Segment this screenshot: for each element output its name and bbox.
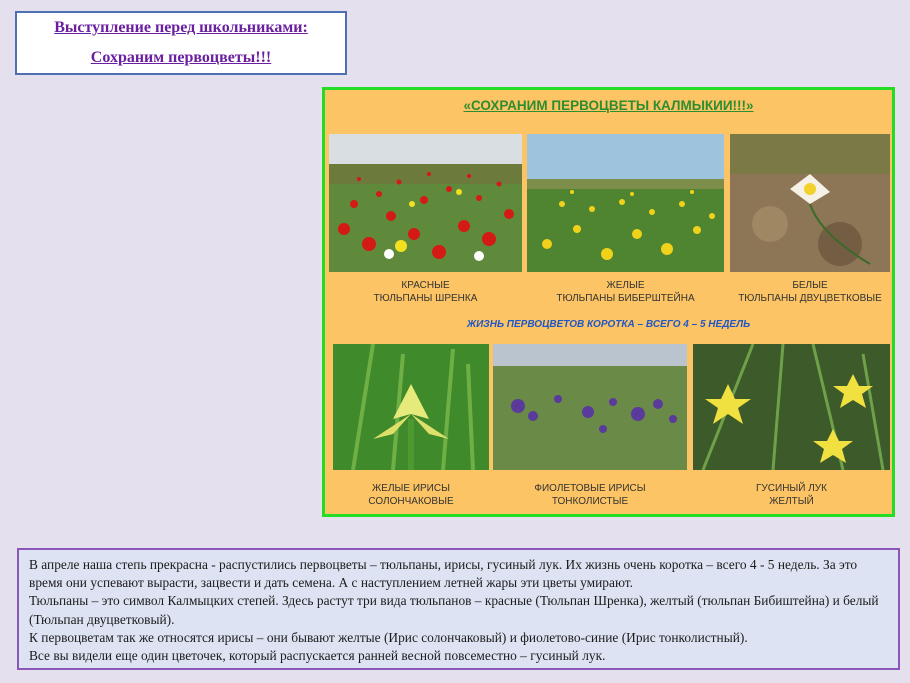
caption-yellow-irises-line-1: ЖЕЛЫЕ ИРИСЫ: [372, 483, 450, 494]
description-paragraph: Тюльпаны – это символ Калмыцких степей. Здесь растут три вида тюльпанов – красные (Тюльпан Шренка), желтый (тюльпан Бибиштейна) и белый (Тюльпан двуцветковый).: [29, 593, 879, 627]
poster-title: «СОХРАНИМ ПЕРВОЦВЕТЫ КАЛМЫКИИ!!!»: [463, 98, 754, 113]
description-text-box: [17, 548, 900, 670]
photo-yellow-tulips: [527, 134, 724, 272]
caption-red-tulips-line-1: КРАСНЫЕ: [401, 280, 450, 291]
description-paragraph: К первоцветам так же относятся ирисы – они бывают желтые (Ирис солончаковый) и фиолетово-синие (Ирис тонколистный).: [29, 629, 748, 645]
poster-subtitle: ЖИЗНЬ ПЕРВОЦВЕТОВ КОРОТКА – ВСЕГО 4 – 5 НЕДЕЛЬ: [466, 319, 751, 330]
caption-red-tulips: [329, 279, 522, 305]
caption-yellow-tulips-line-2: ТЮЛЬПАНЫ БИБЕРШТЕЙНА: [556, 293, 695, 304]
caption-violet-irises-line-1: ФИОЛЕТОВЫЕ ИРИСЫ: [534, 483, 646, 494]
slide-title-box: [15, 11, 347, 75]
caption-yellow-tulips-line-1: ЖЕЛЫЕ: [606, 280, 645, 291]
caption-yellow-tulips: [527, 279, 724, 305]
caption-goose-onion-line-1: ГУСИНЫЙ ЛУК: [756, 483, 827, 494]
photo-violet-irises: [493, 344, 687, 470]
caption-red-tulips-line-2: ТЮЛЬПАНЫ ШРЕНКА: [373, 293, 478, 304]
caption-goose-onion: [693, 482, 890, 508]
caption-violet-irises-line-2: ТОНКОЛИСТЫЕ: [551, 496, 629, 507]
photo-red-tulips: [329, 134, 522, 272]
photo-white-tulips: [730, 134, 890, 272]
caption-yellow-irises-line-2: СОЛОНЧАКОВЫЕ: [368, 496, 454, 507]
caption-goose-onion-line-2: ЖЕЛТЫЙ: [769, 496, 814, 507]
slide-title-line-2: Сохраним первоцветы!!!: [90, 49, 272, 66]
primroses-poster: [322, 87, 895, 517]
slide-title-line-1: Выступление перед школьниками:: [54, 19, 308, 36]
caption-white-tulips: [725, 279, 895, 305]
caption-violet-irises: [493, 482, 687, 508]
photo-goose-onion: [693, 344, 890, 470]
caption-white-tulips-line-2: ТЮЛЬПАНЫ ДВУЦВЕТКОВЫЕ: [738, 293, 882, 304]
description-paragraph: В апреле наша степь прекрасна - распустились первоцветы – тюльпаны, ирисы, гусиный лук. Их жизнь очень коротка – всего 4 - 5 недель. За это время они успевают вырасти, зацвести и дать семена. А с наступлением летней жары эти цветы умирают.: [29, 557, 858, 591]
description-paragraph: Все вы видели еще один цветочек, который распускается ранней весной повсеместно – гусиный лук.: [29, 648, 606, 664]
photo-yellow-irises: [333, 344, 489, 470]
caption-yellow-irises: [333, 482, 489, 508]
caption-white-tulips-line-1: БЕЛЫЕ: [792, 280, 828, 291]
